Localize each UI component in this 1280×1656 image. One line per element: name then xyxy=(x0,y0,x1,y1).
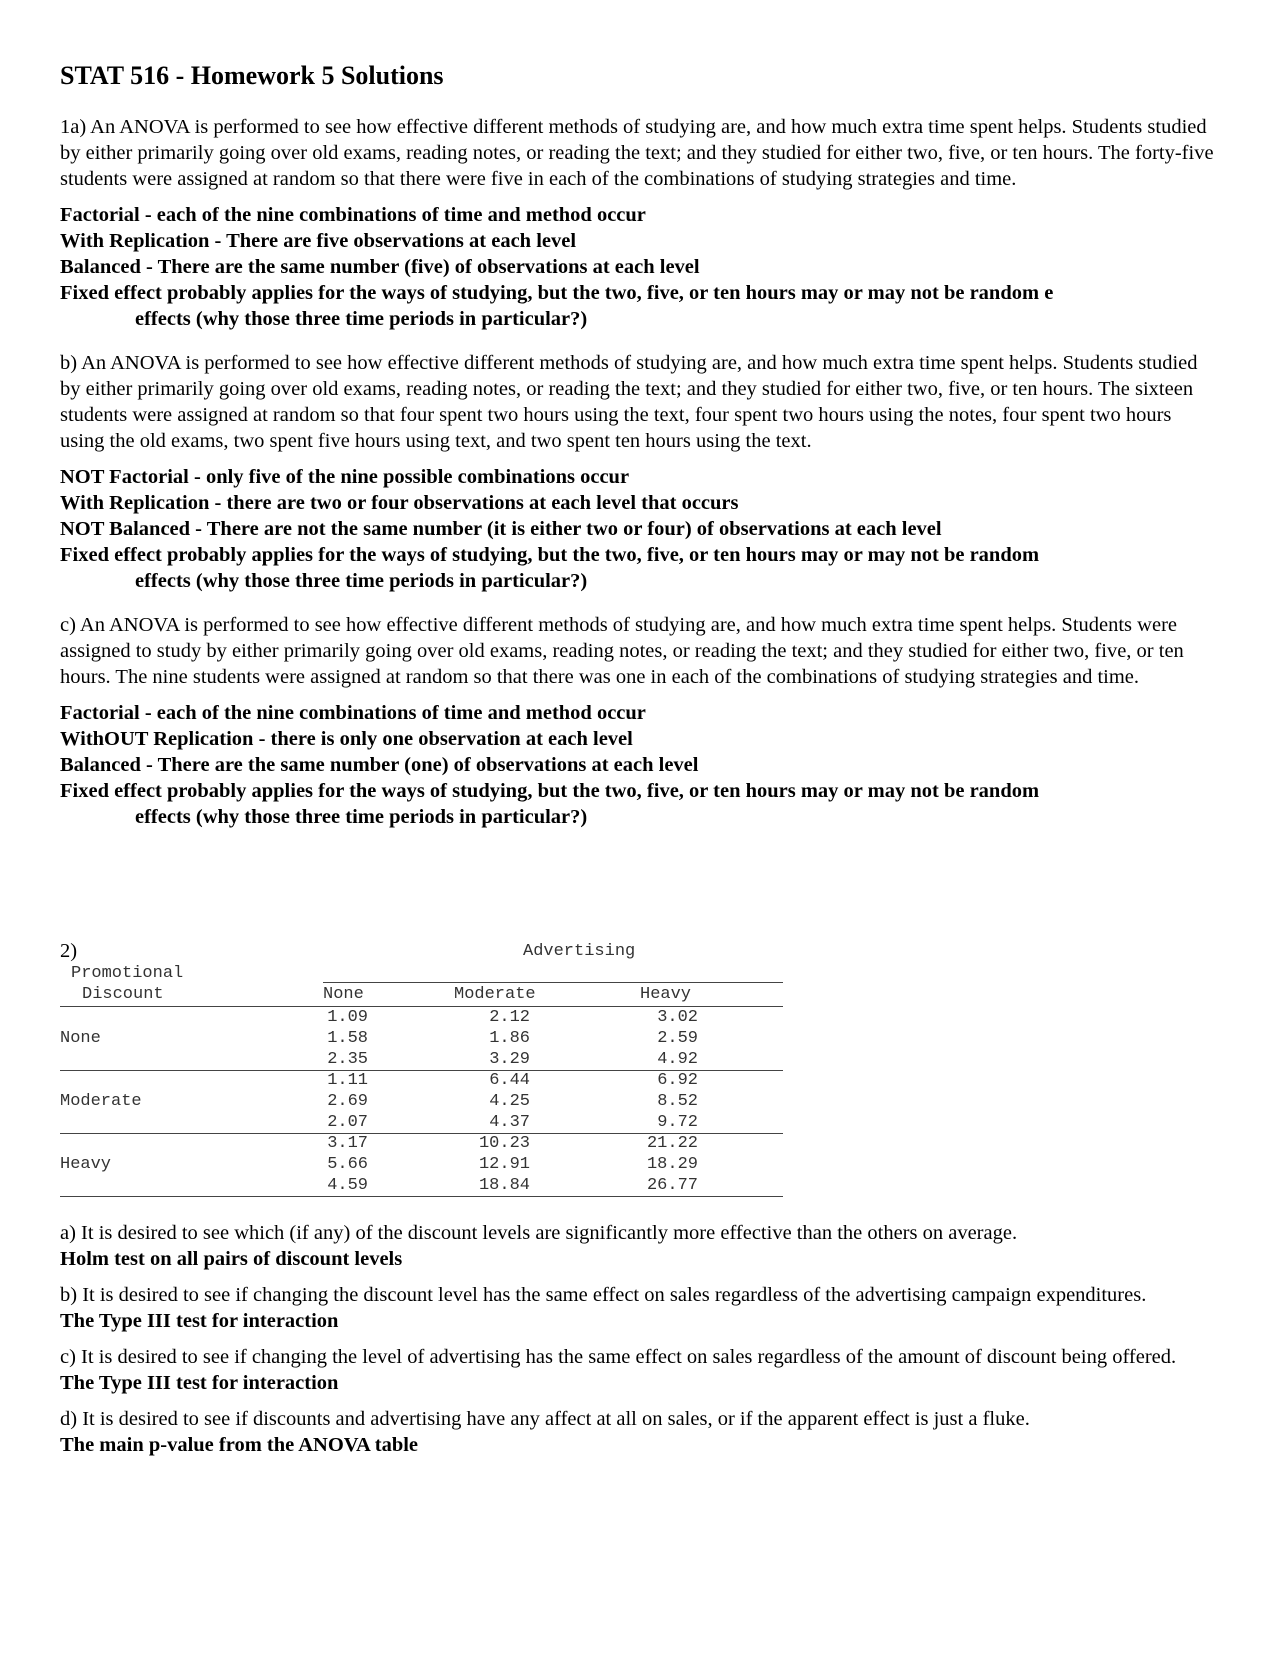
answer-line: The main p-value from the ANOVA table xyxy=(60,1434,419,1456)
column-header-heavy: Heavy xyxy=(640,985,692,1004)
answer-line: NOT Factorial - only five of the nine possible combinations occur xyxy=(60,466,630,488)
table-cell: 2.35 xyxy=(327,1050,368,1069)
table-cell: 18.29 xyxy=(646,1155,698,1174)
table-cell: 3.02 xyxy=(657,1008,698,1027)
table-cell: 6.44 xyxy=(489,1071,530,1090)
question-prompt: b) An ANOVA is performed to see how effective different methods of studying are, and how much extra time spent helps. Students studied by either primarily going over old exams, reading notes, or reading the text; and they studied for either two, five, or ten hours. The sixteen students were assigned at random so that four spent two hours using the text, four spent two hours using the notes, four spent two hours using the old exams, two spent five hours using text, and two spent ten hours using the text. xyxy=(60,352,1198,452)
table-cell: 4.59 xyxy=(327,1176,368,1195)
question-1c xyxy=(60,612,1220,830)
table-cell: 2.69 xyxy=(327,1092,368,1111)
answer-line-continued: effects (why those three time periods in particular?) xyxy=(135,308,588,330)
table-cell: 6.92 xyxy=(657,1071,698,1090)
row-header-discount: Discount xyxy=(82,985,164,1004)
answer-line: Balanced - There are the same number (five) of observations at each level xyxy=(60,256,700,278)
column-header-none: None xyxy=(323,985,364,1004)
question-prompt: 1a) An ANOVA is performed to see how effective different methods of studying are, and how much extra time spent helps. Students studied by either primarily going over old exams, reading notes, or reading the text; and they studied for either two, five, or ten hours. The forty-five students were assigned at random so that there were five in each of the combinations of studying strategies and time. xyxy=(60,116,1214,190)
table-cell: 18.84 xyxy=(478,1176,530,1195)
table-cell: 2.12 xyxy=(489,1008,530,1027)
advertising-header: Advertising xyxy=(523,942,636,961)
answer-line: Balanced - There are the same number (one) of observations at each level xyxy=(60,754,699,776)
table-cell: 8.52 xyxy=(657,1092,698,1111)
table-cell: 1.09 xyxy=(327,1008,368,1027)
table-cell: 2.59 xyxy=(657,1029,698,1048)
answer-line: Factorial - each of the nine combinations of time and method occur xyxy=(60,702,646,724)
row-group-label: Moderate xyxy=(60,1092,142,1111)
answer-line: With Replication - There are five observations at each level xyxy=(60,230,577,252)
question-2-label: 2) xyxy=(60,940,78,962)
answer-line: Fixed effect probably applies for the ways of studying, but the two, five, or ten hours may or may not be random xyxy=(60,544,1040,566)
answer-line-continued: effects (why those three time periods in particular?) xyxy=(135,806,588,828)
answer-line: WithOUT Replication - there is only one observation at each level xyxy=(60,728,633,750)
table-cell: 4.92 xyxy=(657,1050,698,1069)
column-header-moderate: Moderate xyxy=(454,985,536,1004)
answer-line: With Replication - there are two or four observations at each level that occurs xyxy=(60,492,739,514)
answer-line: Factorial - each of the nine combinations of time and method occur xyxy=(60,204,646,226)
table-cell: 4.25 xyxy=(489,1092,530,1111)
table-cell: 12.91 xyxy=(478,1155,530,1174)
table-cell: 1.58 xyxy=(327,1029,368,1048)
table-cell: 2.07 xyxy=(327,1113,368,1132)
row-group-label: Heavy xyxy=(60,1155,112,1174)
table-cell: 26.77 xyxy=(646,1176,698,1195)
row-header-promotional: Promotional xyxy=(71,964,184,983)
table-cell: 5.66 xyxy=(327,1155,368,1174)
answer-line: The Type III test for interaction xyxy=(60,1310,339,1332)
answer-line: Fixed effect probably applies for the ways of studying, but the two, five, or ten hours may or may not be random xyxy=(60,780,1040,802)
table-cell: 21.22 xyxy=(646,1134,698,1153)
question-2-items xyxy=(60,1220,1220,1468)
table-cell: 3.29 xyxy=(489,1050,530,1069)
table-cell: 1.11 xyxy=(327,1071,368,1090)
answer-line: NOT Balanced - There are not the same number (it is either two or four) of observations at each level xyxy=(60,518,942,540)
question-1b xyxy=(60,350,1220,594)
answer-line: Holm test on all pairs of discount levels xyxy=(60,1248,403,1270)
table-cell: 4.37 xyxy=(489,1113,530,1132)
table-cell: 9.72 xyxy=(657,1113,698,1132)
table-rule xyxy=(60,1196,783,1197)
table-rule xyxy=(323,982,783,983)
answer-block xyxy=(60,202,1220,332)
answer-line: Fixed effect probably applies for the ways of studying, but the two, five, or ten hours may or may not be random e xyxy=(60,282,1054,304)
row-group-label: None xyxy=(60,1029,101,1048)
page-title: STAT 516 - Homework 5 Solutions xyxy=(60,61,444,90)
question-prompt: c) It is desired to see if changing the level of advertising has the same effect on sales regardless of the amount of discount being offered. xyxy=(60,1346,1177,1368)
question-1a xyxy=(60,114,1220,332)
question-prompt: a) It is desired to see which (if any) of the discount levels are significantly more effective than the others on average. xyxy=(60,1222,1018,1244)
table-cell: 3.17 xyxy=(327,1134,368,1153)
answer-line-continued: effects (why those three time periods in particular?) xyxy=(135,570,588,592)
question-prompt: c) An ANOVA is performed to see how effective different methods of studying are, and how much extra time spent helps. Students were assigned to study by either primarily going over old exams, reading notes, or reading the text; and they studied for either two, five, or ten hours. The nine students were assigned at random so that there was one in each of the combinations of studying strategies and time. xyxy=(60,614,1184,688)
question-prompt: b) It is desired to see if changing the discount level has the same effect on sales regardless of the advertising campaign expenditures. xyxy=(60,1284,1147,1306)
table-cell: 10.23 xyxy=(478,1134,530,1153)
answer-block xyxy=(60,700,1220,830)
answer-block xyxy=(60,464,1220,594)
question-prompt: d) It is desired to see if discounts and advertising have any affect at all on sales, or if the apparent effect is just a fluke. xyxy=(60,1408,1030,1430)
table-rule xyxy=(60,1006,783,1007)
answer-line: The Type III test for interaction xyxy=(60,1372,339,1394)
table-cell: 1.86 xyxy=(489,1029,530,1048)
